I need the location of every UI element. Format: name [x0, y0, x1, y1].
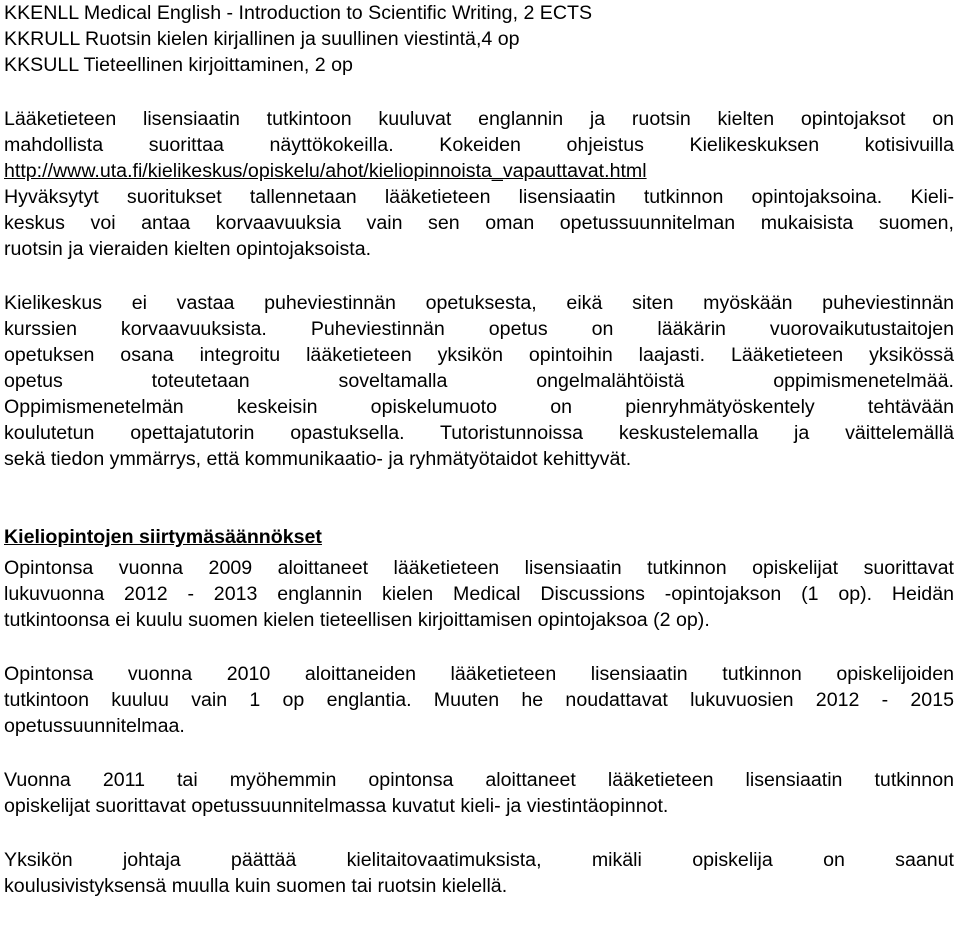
paragraph-communication [4, 290, 954, 472]
kielikeskus-link[interactable]: http://www.uta.fi/kielikeskus/opiskelu/ahot/kieliopinnoista_vapauttavat.html [4, 160, 647, 182]
paragraph-2010-students [4, 661, 954, 739]
text-line: opetussuunnitelmaa. [4, 715, 185, 737]
text-line: keskus voi antaa korvaavuuksia vain sen oman opetussuunnitelman mukaisista suomen, [4, 212, 954, 234]
course-line: KKRULL Ruotsin kielen kirjallinen ja suullinen viestintä,4 op [4, 28, 520, 50]
text-line: opetuksen osana integroitu lääketieteen yksikön opintoihin laajasti. Lääketieteen yksikössä [4, 344, 954, 366]
text-line: kurssien korvaavuuksista. Puheviestinnän opetus on lääkärin vuorovaikutustaitojen [4, 318, 954, 340]
paragraph-language-requirements [4, 847, 954, 899]
section-heading: Kieliopintojen siirtymäsäännökset [4, 526, 322, 548]
text-line: opetus toteutetaan soveltamalla ongelmalähtöistä oppimismenetelmää. [4, 370, 954, 392]
course-line: KKSULL Tieteellinen kirjoittaminen, 2 op [4, 54, 353, 76]
text-line [4, 158, 954, 184]
paragraph-2011-students [4, 767, 954, 819]
paragraph-2009-students [4, 555, 954, 633]
text-line: Opintonsa vuonna 2010 aloittaneiden lääketieteen lisensiaatin tutkinnon opiskelijoiden [4, 663, 954, 685]
text-line: Vuonna 2011 tai myöhemmin opintonsa aloittaneet lääketieteen lisensiaatin tutkinnon [4, 769, 954, 791]
document-page [4, 0, 954, 899]
text-line: tutkintoon kuuluu vain 1 op englantia. Muuten he noudattavat lukuvuosien 2012 - 2015 [4, 689, 954, 711]
text-line: Kielikeskus ei vastaa puheviestinnän opetuksesta, eikä siten myöskään puheviestinnän [4, 292, 954, 314]
text-line: sekä tiedon ymmärrys, että kommunikaatio- ja ryhmätyötaidot kehittyvät. [4, 448, 632, 470]
text-line: ruotsin ja vieraiden kielten opintojaksoista. [4, 238, 372, 260]
paragraph-language-exams [4, 106, 954, 262]
course-list [4, 0, 954, 78]
course-line: KKENLL Medical English - Introduction to Scientific Writing, 2 ECTS [4, 2, 593, 24]
text-line: koulutetun opettajatutorin opastuksella. Tutoristunnoissa keskustelemalla ja väittelemällä [4, 422, 954, 444]
text-line: mahdollista suorittaa näyttökokeilla. Kokeiden ohjeistus Kielikeskuksen kotisivuilla [4, 134, 954, 156]
text-line: Hyväksytyt suoritukset tallennetaan lääketieteen lisensiaatin tutkinnon opintojaksoina. Kieli- [4, 186, 954, 208]
text-line: koulusivistyksensä muulla kuin suomen tai ruotsin kielellä. [4, 875, 508, 897]
text-line: lukuvuonna 2012 - 2013 englannin kielen Medical Discussions -opintojakson (1 op). Heidän [4, 583, 954, 605]
text-line: tutkintoonsa ei kuulu suomen kielen tieteellisen kirjoittamisen opintojaksoa (2 op). [4, 609, 710, 631]
text-line: Oppimismenetelmän keskeisin opiskelumuoto on pienryhmätyöskentely tehtävään [4, 396, 954, 418]
text-line: opiskelijat suorittavat opetussuunnitelmassa kuvatut kieli- ja viestintäopinnot. [4, 795, 669, 817]
text-line: Lääketieteen lisensiaatin tutkintoon kuuluvat englannin ja ruotsin kielten opintojaksot on [4, 108, 954, 130]
text-line: Yksikön johtaja päättää kielitaitovaatimuksista, mikäli opiskelija on saanut [4, 849, 954, 871]
text-line: Opintonsa vuonna 2009 aloittaneet lääketieteen lisensiaatin tutkinnon opiskelijat suorittavat [4, 557, 954, 579]
